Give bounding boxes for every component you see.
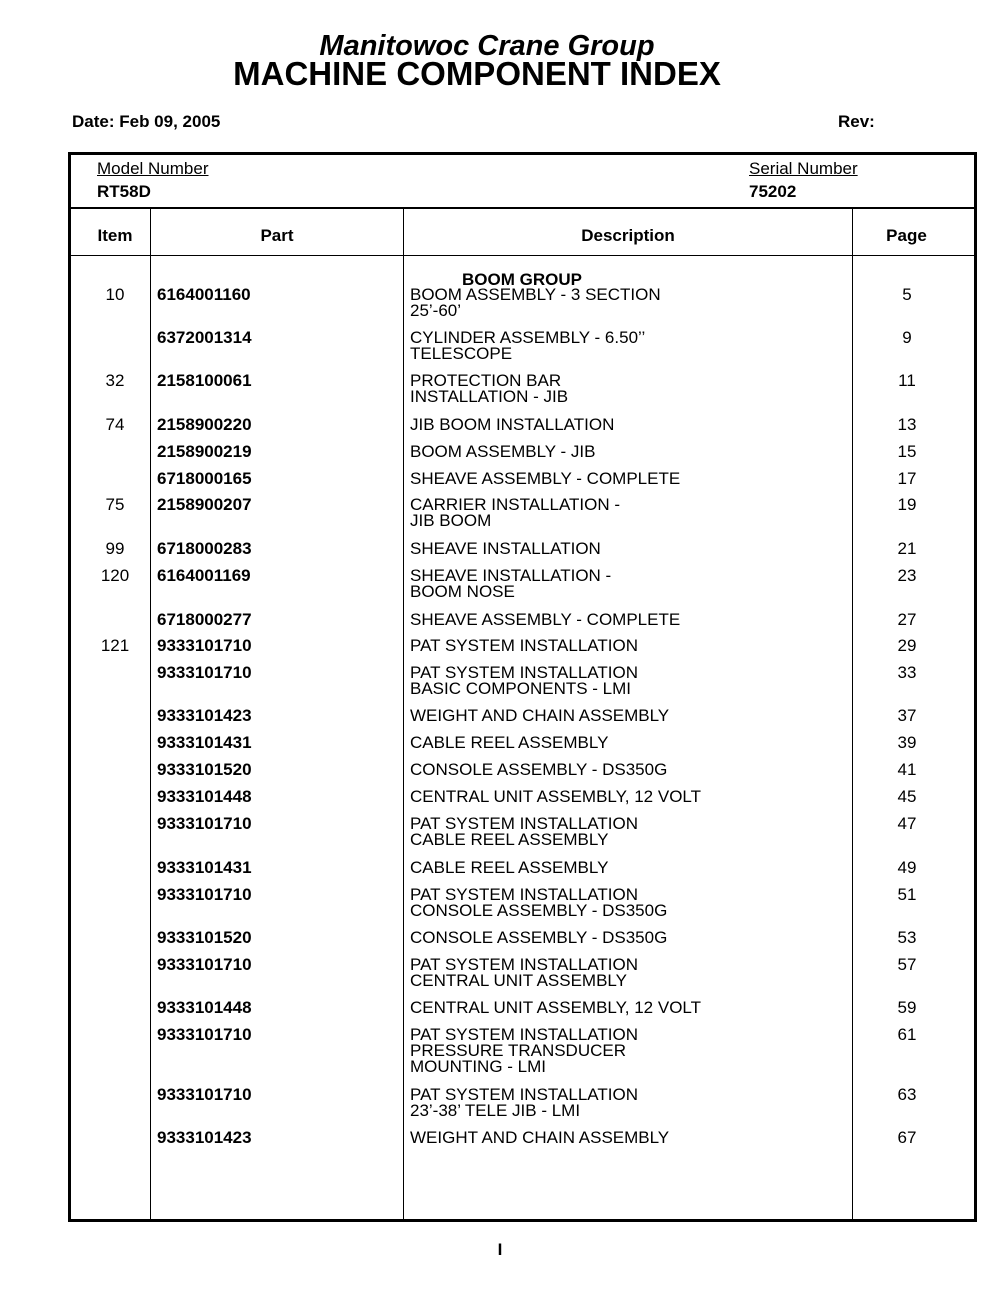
description [410,568,611,600]
description [410,330,645,362]
page-reference: 21 [897,539,917,558]
part-number: 9333101448 [157,787,252,806]
description-line: WEIGHT AND CHAIN ASSEMBLY [410,706,670,725]
page-reference: 29 [897,636,917,655]
part-number: 9333101423 [157,706,252,725]
item-number: 99 [105,539,125,558]
model-number-value: RT58D [97,182,151,201]
item-number: 74 [105,415,125,434]
part-number: 9333101448 [157,998,252,1017]
page-reference: 5 [902,285,912,304]
part-number: 2158900219 [157,442,252,461]
part-number: 6164001169 [157,566,251,585]
description-line: BOOM ASSEMBLY - 3 SECTION [410,285,661,304]
page-reference: 57 [897,955,917,974]
date-label: Date: Feb 09, 2005 [72,112,221,131]
component-table [68,152,977,1222]
column-header-page: Page [886,226,927,245]
part-number: 6718000277 [157,610,252,629]
description-line: CYLINDER ASSEMBLY - 6.50’’ [410,328,646,347]
description [410,789,701,805]
part-number: 9333101710 [157,636,252,655]
page-reference: 9 [902,328,912,347]
page-reference: 11 [898,371,916,390]
description-line: TELESCOPE [410,344,513,363]
page-reference: 27 [897,610,917,629]
part-number: 6718000283 [157,539,252,558]
column-header-part: Part [260,226,294,245]
description-line: SHEAVE ASSEMBLY - COMPLETE [410,610,681,629]
divider-line [71,207,974,209]
column-divider [150,209,151,1219]
item-number: 121 [100,636,130,655]
description [410,887,667,919]
description-line: 23’-38’ TELE JIB - LMI [410,1101,581,1120]
description-line: CONSOLE ASSEMBLY - DS350G [410,901,668,920]
description-line: PAT SYSTEM INSTALLATION [410,955,638,974]
description [410,1087,638,1119]
description [410,816,638,848]
part-number: 2158900220 [157,415,252,434]
page-reference: 37 [897,706,917,725]
column-header-item: Item [97,226,133,245]
serial-number-value: 75202 [749,182,797,201]
description-line: CABLE REEL ASSEMBLY [410,830,609,849]
part-number: 9333101710 [157,885,252,904]
description [410,930,667,946]
page-reference: 15 [897,442,917,461]
rev-label: Rev: [838,112,875,131]
description [410,1027,638,1075]
part-number: 9333101710 [157,1025,252,1044]
description [410,665,638,697]
part-number: 6164001160 [157,285,251,304]
description-line: PAT SYSTEM INSTALLATION [410,885,638,904]
description-line: SHEAVE INSTALLATION [410,539,601,558]
page-reference: 19 [897,495,917,514]
description [410,471,680,487]
page-reference: 51 [897,885,917,904]
description [410,1000,701,1016]
description-line: CABLE REEL ASSEMBLY [410,858,609,877]
description-line: CENTRAL UNIT ASSEMBLY, 12 VOLT [410,787,701,806]
item-number: 10 [105,285,125,304]
description [410,612,680,628]
part-number: 2158100061 [157,371,252,390]
description [410,444,595,460]
description [410,497,620,529]
page-reference: 63 [897,1085,917,1104]
description-line: BOOM ASSEMBLY - JIB [410,442,596,461]
part-number: 9333101710 [157,1085,252,1104]
description [410,735,608,751]
part-number: 9333101520 [157,928,252,947]
description-line: CENTRAL UNIT ASSEMBLY [410,971,627,990]
part-number: 9333101710 [157,814,252,833]
page-reference: 59 [897,998,917,1017]
description-line: PAT SYSTEM INSTALLATION [410,1025,638,1044]
page-reference: 61 [897,1025,917,1044]
description-line: PAT SYSTEM INSTALLATION [410,814,638,833]
part-number: 6718000165 [157,469,252,488]
description-line: BASIC COMPONENTS - LMI [410,679,632,698]
page-reference: 13 [897,415,917,434]
description-line: PROTECTION BAR [410,371,562,390]
description [410,708,669,724]
part-number: 9333101423 [157,1128,252,1147]
page-reference: 53 [897,928,917,947]
part-number: 9333101431 [157,733,252,752]
description [410,762,667,778]
group-title: BOOM GROUP [462,270,582,289]
description-line: PAT SYSTEM INSTALLATION [410,636,638,655]
description [410,541,601,557]
description [410,1130,669,1146]
description [410,287,661,319]
description-line: PAT SYSTEM INSTALLATION [410,663,638,682]
column-divider [403,209,404,1219]
item-number: 75 [105,495,125,514]
part-number: 9333101431 [157,858,252,877]
part-number: 6372001314 [157,328,252,347]
serial-number-label: Serial Number [749,159,858,178]
description-line: CARRIER INSTALLATION - [410,495,621,514]
column-divider [852,209,853,1219]
item-number: 32 [105,371,125,390]
description-line: INSTALLATION - JIB [410,387,569,406]
page-reference: 47 [897,814,917,833]
description-line: SHEAVE ASSEMBLY - COMPLETE [410,469,681,488]
part-number: 9333101710 [157,955,252,974]
column-header-description: Description [581,226,675,245]
item-number: 120 [100,566,130,585]
page-reference: 39 [897,733,917,752]
description-line: 25’-60’ [410,301,462,320]
page-reference: 67 [897,1128,917,1147]
page-reference: 17 [897,469,917,488]
model-number-label: Model Number [97,159,209,178]
description-line: PRESSURE TRANSDUCER [410,1041,627,1060]
description-line: CENTRAL UNIT ASSEMBLY, 12 VOLT [410,998,701,1017]
description-line: WEIGHT AND CHAIN ASSEMBLY [410,1128,670,1147]
company-name: Manitowoc Crane Group [319,30,655,62]
page-reference: 41 [897,760,917,779]
description-line: JIB BOOM [410,511,492,530]
description [410,417,614,433]
description [410,373,568,405]
description-line: BOOM NOSE [410,582,515,601]
document-title: MACHINE COMPONENT INDEX [233,55,721,92]
description-line: CONSOLE ASSEMBLY - DS350G [410,928,668,947]
description-line: CONSOLE ASSEMBLY - DS350G [410,760,668,779]
description-line: JIB BOOM INSTALLATION [410,415,615,434]
description [410,638,638,654]
description [410,860,608,876]
part-number: 9333101710 [157,663,252,682]
description-line: CABLE REEL ASSEMBLY [410,733,609,752]
description-line: MOUNTING - LMI [410,1057,546,1076]
page-reference: 23 [897,566,917,585]
page-reference: 49 [897,858,917,877]
description-line: PAT SYSTEM INSTALLATION [410,1085,638,1104]
page-reference: 33 [897,663,917,682]
header-divider-line [71,255,974,256]
part-number: 9333101520 [157,760,252,779]
part-number: 2158900207 [157,495,252,514]
page-reference: 45 [897,787,917,806]
page-number: I [497,1240,503,1259]
description-line: SHEAVE INSTALLATION - [410,566,612,585]
description [410,957,638,989]
